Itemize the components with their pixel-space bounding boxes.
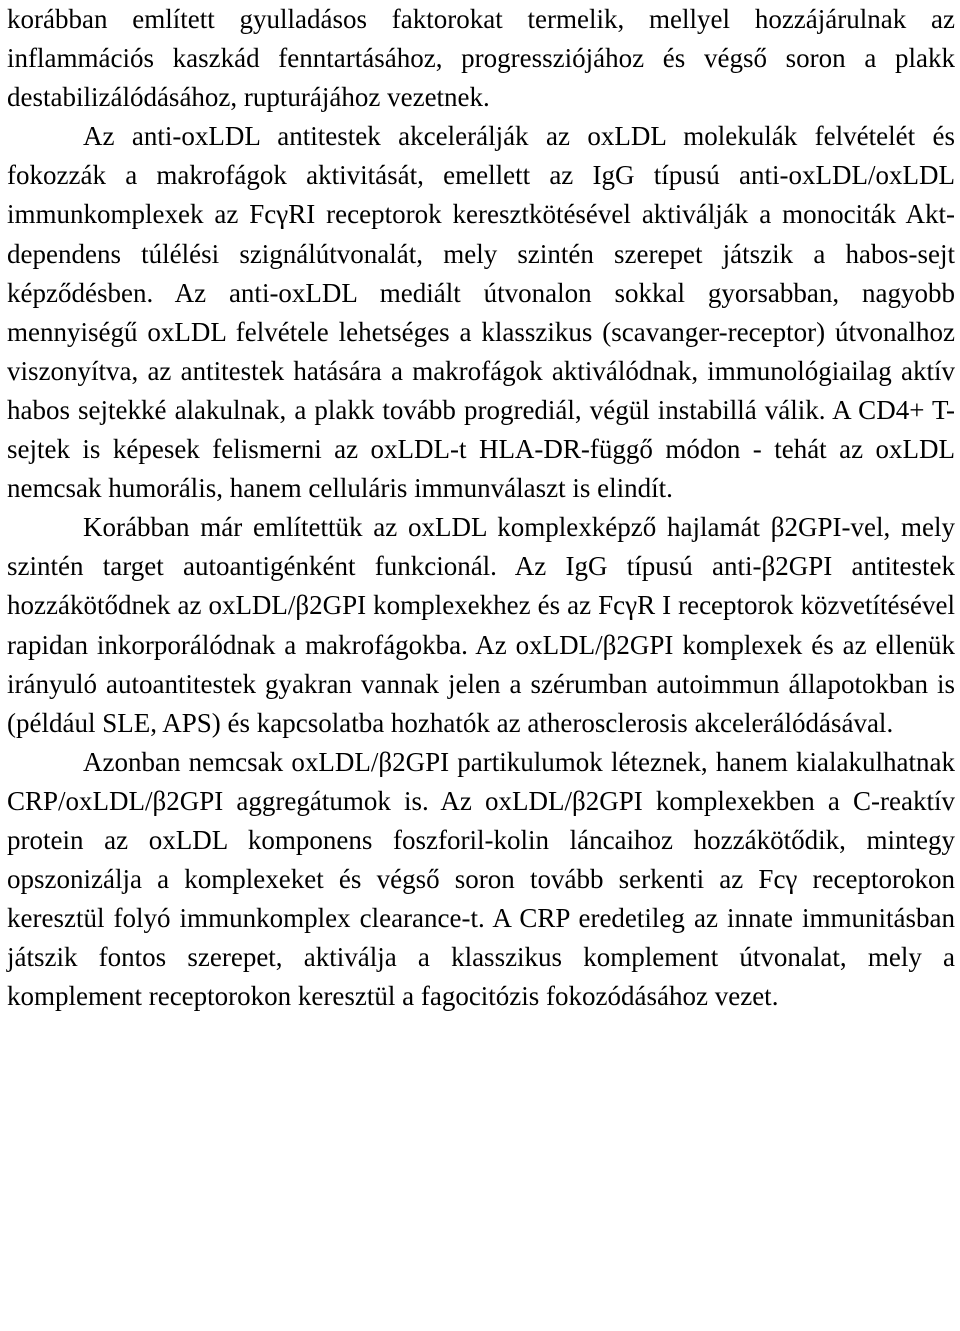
paragraph-continuation: korábban említett gyulladásos faktorokat termelik, mellyel hozzájárulnak az inflammációs kaszkád fenntartásához, progressziójához és végső soron a plakk destabilizálódásához, rupturájához vezetnek. [7, 4, 955, 113]
paragraph-beta2gpi-complexes: Korábban már említettük az oxLDL komplexképző hajlamát β2GPI-vel, mely szintén target autoantigénként funkcionál. Az IgG típusú anti-β2GPI antitestek hozzákötődnek az oxLDL/β2GPI komplexekhez és az FcγR I receptorok közvetítésével rapidan inkorporálódnak a makrofágokba. Az oxLDL/β2GPI komplexek és az ellenük irányuló autoantitestek gyakran vannak jelen a szérumban autoimmun állapotokban is (például SLE, APS) és kapcsolatba hozhatók az atherosclerosis akcelerálódásával. [7, 512, 955, 738]
document-page [7, 0, 955, 1016]
paragraph-crp-aggregates: Azonban nemcsak oxLDL/β2GPI partikulumok léteznek, hanem kialakulhatnak CRP/oxLDL/β2GPI aggregátumok is. Az oxLDL/β2GPI komplexekben a C-reaktív protein az oxLDL komponens foszforil-kolin láncaihoz hozzákötődik, mintegy opszonizálja a komplexeket és végső soron tovább serkenti az Fcγ receptorokon keresztül folyó immunkomplex clearance-t. A CRP eredetileg az innate immunitásban játszik fontos szerepet, aktiválja a klasszikus komplement útvonalat, mely a komplement receptorokon keresztül a fagocitózis fokozódásához vezet. [7, 746, 955, 1012]
paragraph-anti-oxldl-antibodies: Az anti-oxLDL antitestek akcelerálják az oxLDL molekulák felvételét és fokozzák a makrofágok aktivitását, emellett az IgG típusú anti-oxLDL/oxLDL immunkomplexek az FcγRI receptorok keresztkötésével aktiválják a monociták Akt-dependens túlélési szignálútvonalát, mely szintén szerepet játszik a habos-sejt képződésben. Az anti-oxLDL mediált útvonalon sokkal gyorsabban, nagyobb mennyiségű oxLDL felvétele lehetséges a klasszikus (scavanger-receptor) útvonalhoz viszonyítva, az antitestek hatására a makrofágok aktiválódnak, immunológiailag aktív habos sejtekké alakulnak, a plakk tovább progrediál, végül instabillá válik. A CD4+ T-sejtek is képesek felismerni az oxLDL-t HLA-DR-függő módon - tehát az oxLDL nemcsak humorális, hanem celluláris immunválaszt is elindít. [7, 121, 955, 504]
